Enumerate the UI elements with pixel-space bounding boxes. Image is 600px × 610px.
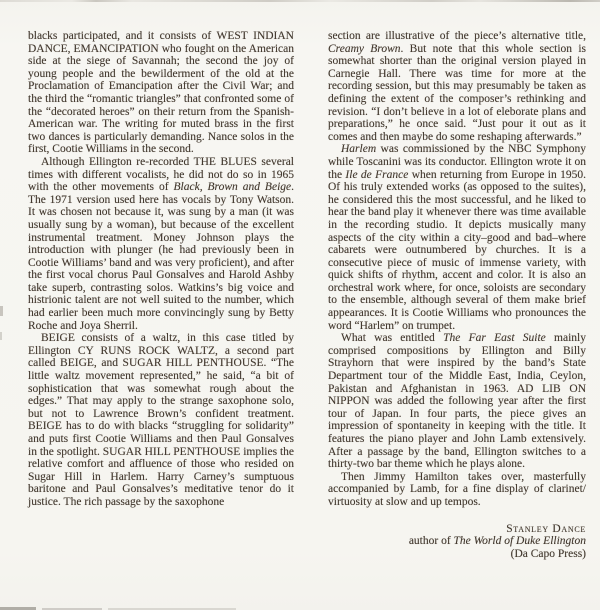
text-run: Black, Brown and Beige (173, 181, 292, 194)
scan-artifact-left-speck (0, 306, 3, 316)
text-run: Harlem (341, 143, 377, 156)
signature-line (328, 535, 586, 548)
paragraph (28, 156, 294, 332)
paragraph (328, 143, 586, 332)
text-run: The Far East Suite (443, 332, 546, 345)
text-run: Creamy Brown (328, 42, 401, 55)
text-run: mainly comprised compositions by Ellington and Billy Strayhorn that were inspired by the band’s State Department tour of the Middle East, India, Ceylon, Pakistan and Afghanistan in 1963. AD LIB ON NIPPON was added the following year after the first tour of Japan. In four parts, the piece gives an impression of spontaneity in keeping with the title. It features the piano player and John Lamb extensively. After a passage by the band, Ellington switches to a thirty-two bar theme which he plays alone. (328, 332, 586, 471)
text-run: The World of Duke Ellington (453, 535, 586, 548)
author-signature (328, 523, 586, 561)
paragraph (328, 332, 586, 471)
text-run: What was entitled (341, 332, 444, 345)
text-run: BEIGE consists of a waltz, in this case titled by Ellington CY RUNS ROCK WALTZ, a second part called BEIGE, and SUGAR HILL PENTHOUSE. “The little waltz movement represented,” he said, “a bit of sophistication that was somewhat rough about the edges.” That may apply to the strange saxophone solo, but not to Lawrence Brown’s confident treatment. BEIGE has to do with blacks “struggling for solidarity” and puts first Cootie Williams and then Paul Gonsalves in the spotlight. SUGAR HILL PENTHOUSE implies the relative comfort and affluence of those who resided on Sugar Hill in Harlem. Harry Carney’s sumptuous baritone and Paul Gonsalves’s meditative tenor do it justice. The rich passage by the saxophone (28, 332, 294, 508)
signature-line (328, 548, 586, 561)
text-run: author of (408, 535, 454, 548)
text-run: Although Ellington re-recorded THE BLUES several times with different vocalists, he did not do so in 1965 with the other movements of (28, 155, 294, 194)
text-run: was commissioned by the NBC Symphony while Toscanini was its conductor. Ellington wrote it on the (328, 143, 586, 181)
text-run: Stanley Dance (506, 522, 586, 535)
text-run: Then Jimmy Hamilton takes over, masterfully accompanied by Lamb, for a fine display of clarinet/ virtuosity at slow and up tempos. (328, 470, 586, 508)
paragraph (328, 30, 586, 143)
text-column-right (328, 30, 586, 560)
paragraph (328, 471, 586, 509)
text-column-left (28, 30, 294, 509)
scan-artifact-top-edge (0, 0, 600, 2)
paragraph (28, 332, 294, 508)
scan-artifact-left-speck (0, 332, 2, 340)
text-run: blacks participated, and it consists of WEST INDIAN DANCE, EMANCIPATION who fought on the American side at the siege of Savannah; the second the joy of young people and the bewilderment of the old at the Proclamation of Emancipation after the Civil War; and the third the “romantic triangles” that confronted some of the “decorated heroes” on their return from the Spanish-American war. The writing for muted brass in the first two dances is particularly demanding. Nance solos in the first, Cootie Williams in the second. (28, 30, 294, 156)
text-run: Ile de France (345, 168, 409, 181)
text-run: . The 1971 version used here has vocals by Tony Watson. It was chosen not because it, was sung by a man (it was usually sung by a woman), but because of the excellent instrumental treatment. Money Johnson plays the introduction with plunger (he had previously been in Cootie Williams’ band and was very proficient), and after the first vocal chorus Paul Gonsalves and Harold Ashby take superb, contrasting solos. Watkins’s big voice and histrionic talent are not well suited to the number, which had earlier been much more convincingly sung by Betty Roche and Joya Sherril. (28, 181, 294, 332)
text-run: section are illustrative of the piece’s alternative title, (328, 30, 586, 42)
signature-line (328, 523, 586, 536)
text-run: (Da Capo Press) (510, 547, 586, 560)
text-run: when returning from Europe in 1950. Of his truly extended works (as opposed to the suites), he considered this the most successful, and he liked to hear the band play it whenever there was time available in the recording studio. It depicts musically many aspects of the city within a city–good and bad–where cabarets were outnumbered by churches. It is a consecutive piece of music of immense variety, with quick shifts of rhythm, accent and color. It is also an orchestral work where, for once, soloists are secondary to the ensemble, although several of them make brief appearances. It is Cootie Williams who pronounces the word “Harlem” on trumpet. (328, 168, 586, 332)
text-run: . But note that this whole section is somewhat shorter than the original version played in Carnegie Hall. There was time for more at the recording session, but this may presumably be taken as defining the extent of the composer’s rethinking and revision. “I don’t believe in a lot of eleborate plans and preparations,” he once said. “Just pour it out as it comes and then maybe do some reshaping afterwards.” (328, 42, 586, 143)
paragraph (28, 30, 294, 156)
